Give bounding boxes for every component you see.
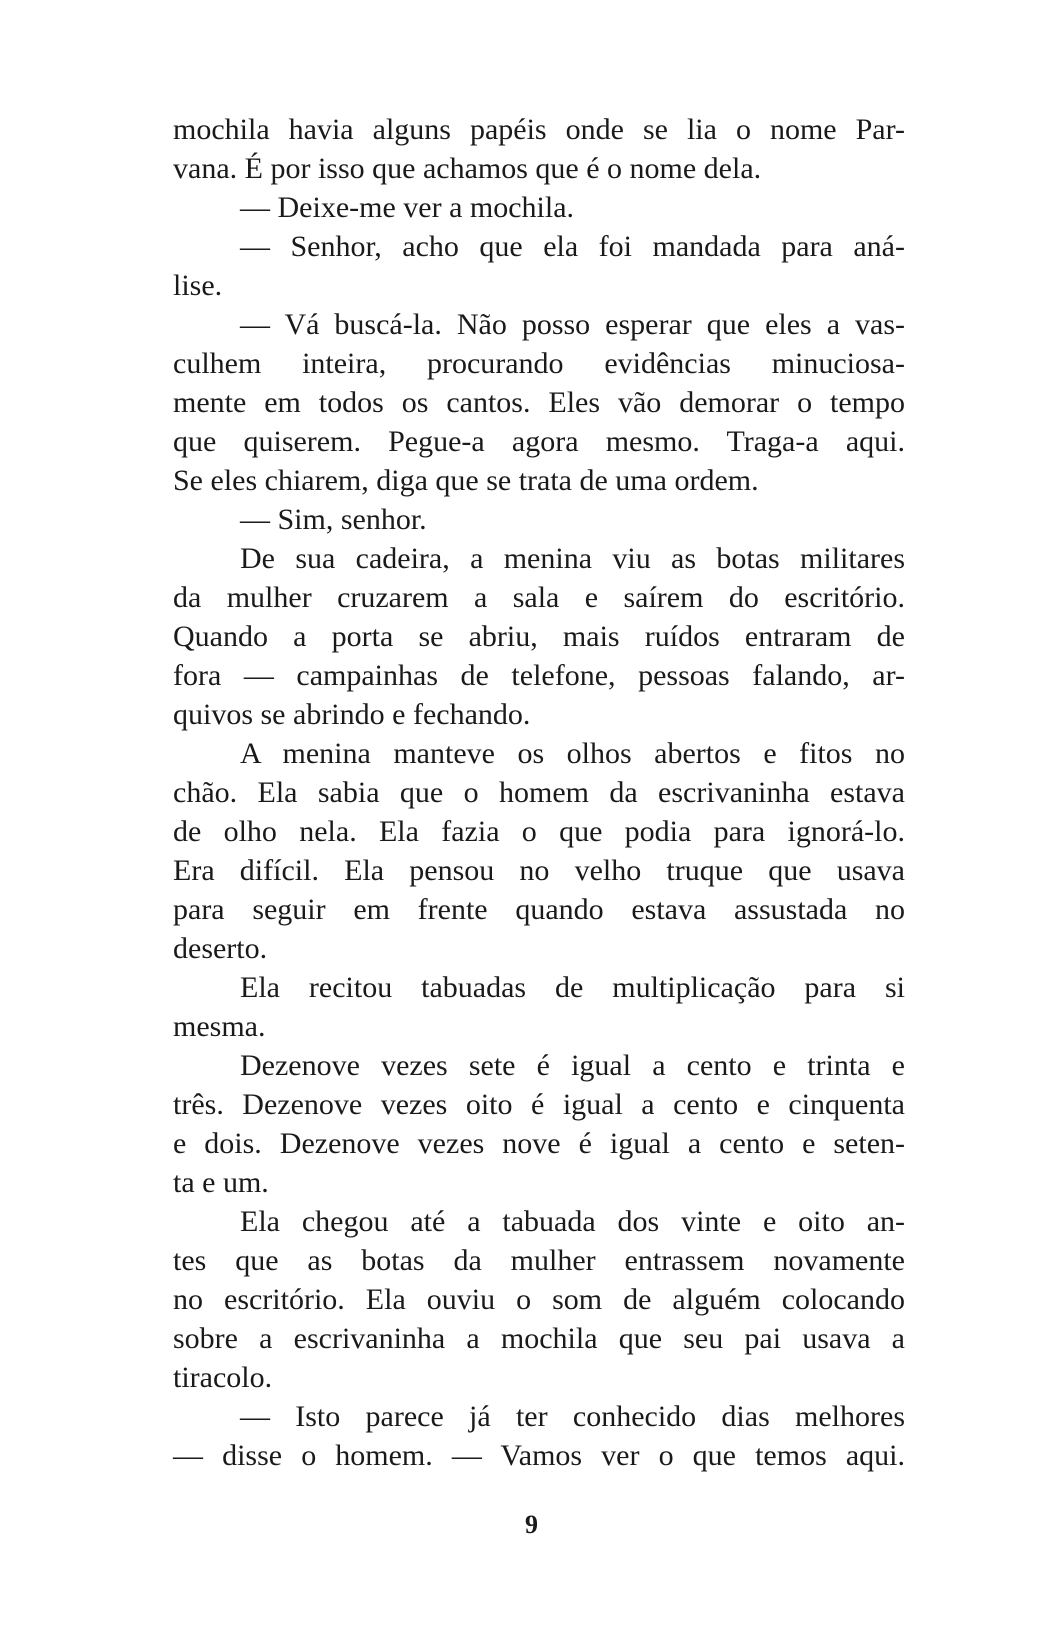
text-line: — Sim, senhor.	[240, 503, 427, 536]
text-line: culhem inteira, procurando evidências minuciosa-	[173, 347, 905, 380]
text-line: para seguir em frente quando estava assustada no	[173, 893, 905, 926]
text-line: chão. Ela sabia que o homem da escrivaninha estava	[173, 776, 905, 809]
text-line: Quando a porta se abriu, mais ruídos entraram de	[173, 620, 905, 653]
text-line: Ela chegou até a tabuada dos vinte e oito an-	[240, 1205, 905, 1238]
text-line: mochila havia alguns papéis onde se lia o nome Par-	[173, 113, 905, 146]
text-line: — Vá buscá-la. Não posso esperar que eles a vas-	[240, 308, 905, 341]
text-line: de olho nela. Ela fazia o que podia para ignorá-lo.	[173, 815, 905, 848]
text-line: Se eles chiarem, diga que se trata de uma ordem.	[173, 464, 759, 497]
text-line: mesma.	[173, 1010, 266, 1043]
text-line: lise.	[173, 269, 223, 302]
text-line: quivos se abrindo e fechando.	[173, 698, 531, 731]
text-line: Dezenove vezes sete é igual a cento e trinta e	[240, 1049, 905, 1082]
text-line: sobre a escrivaninha a mochila que seu pai usava a	[173, 1322, 905, 1355]
text-line: que quiserem. Pegue-a agora mesmo. Traga-a aqui.	[173, 425, 905, 458]
text-line: vana. É por isso que achamos que é o nome dela.	[173, 152, 762, 185]
text-line: tes que as botas da mulher entrassem novamente	[173, 1244, 905, 1277]
page-number: 9	[525, 1510, 538, 1539]
text-line: A menina manteve os olhos abertos e fitos no	[240, 737, 905, 770]
text-line: fora — campainhas de telefone, pessoas falando, ar-	[173, 659, 905, 692]
text-line: — Isto parece já ter conhecido dias melhores	[240, 1400, 905, 1433]
text-line: Ela recitou tabuadas de multiplicação para si	[240, 971, 905, 1004]
text-line: — Deixe-me ver a mochila.	[240, 191, 575, 224]
text-line: três. Dezenove vezes oito é igual a cento e cinquenta	[173, 1088, 905, 1121]
text-line: De sua cadeira, a menina viu as botas militares	[240, 542, 905, 575]
text-line: no escritório. Ela ouviu o som de alguém colocando	[173, 1283, 905, 1316]
text-line: da mulher cruzarem a sala e saírem do escritório.	[173, 581, 905, 614]
text-line: — Senhor, acho que ela foi mandada para aná-	[240, 230, 905, 263]
body-text	[173, 110, 905, 1475]
text-line: mente em todos os cantos. Eles vão demorar o tempo	[173, 386, 905, 419]
text-line: tiracolo.	[173, 1361, 273, 1394]
text-line: — disse o homem. — Vamos ver o que temos aqui.	[173, 1439, 905, 1472]
text-line: deserto.	[173, 932, 268, 965]
text-line: Era difícil. Ela pensou no velho truque que usava	[173, 854, 905, 887]
text-line: e dois. Dezenove vezes nove é igual a cento e seten-	[173, 1127, 905, 1160]
text-line: ta e um.	[173, 1166, 269, 1199]
